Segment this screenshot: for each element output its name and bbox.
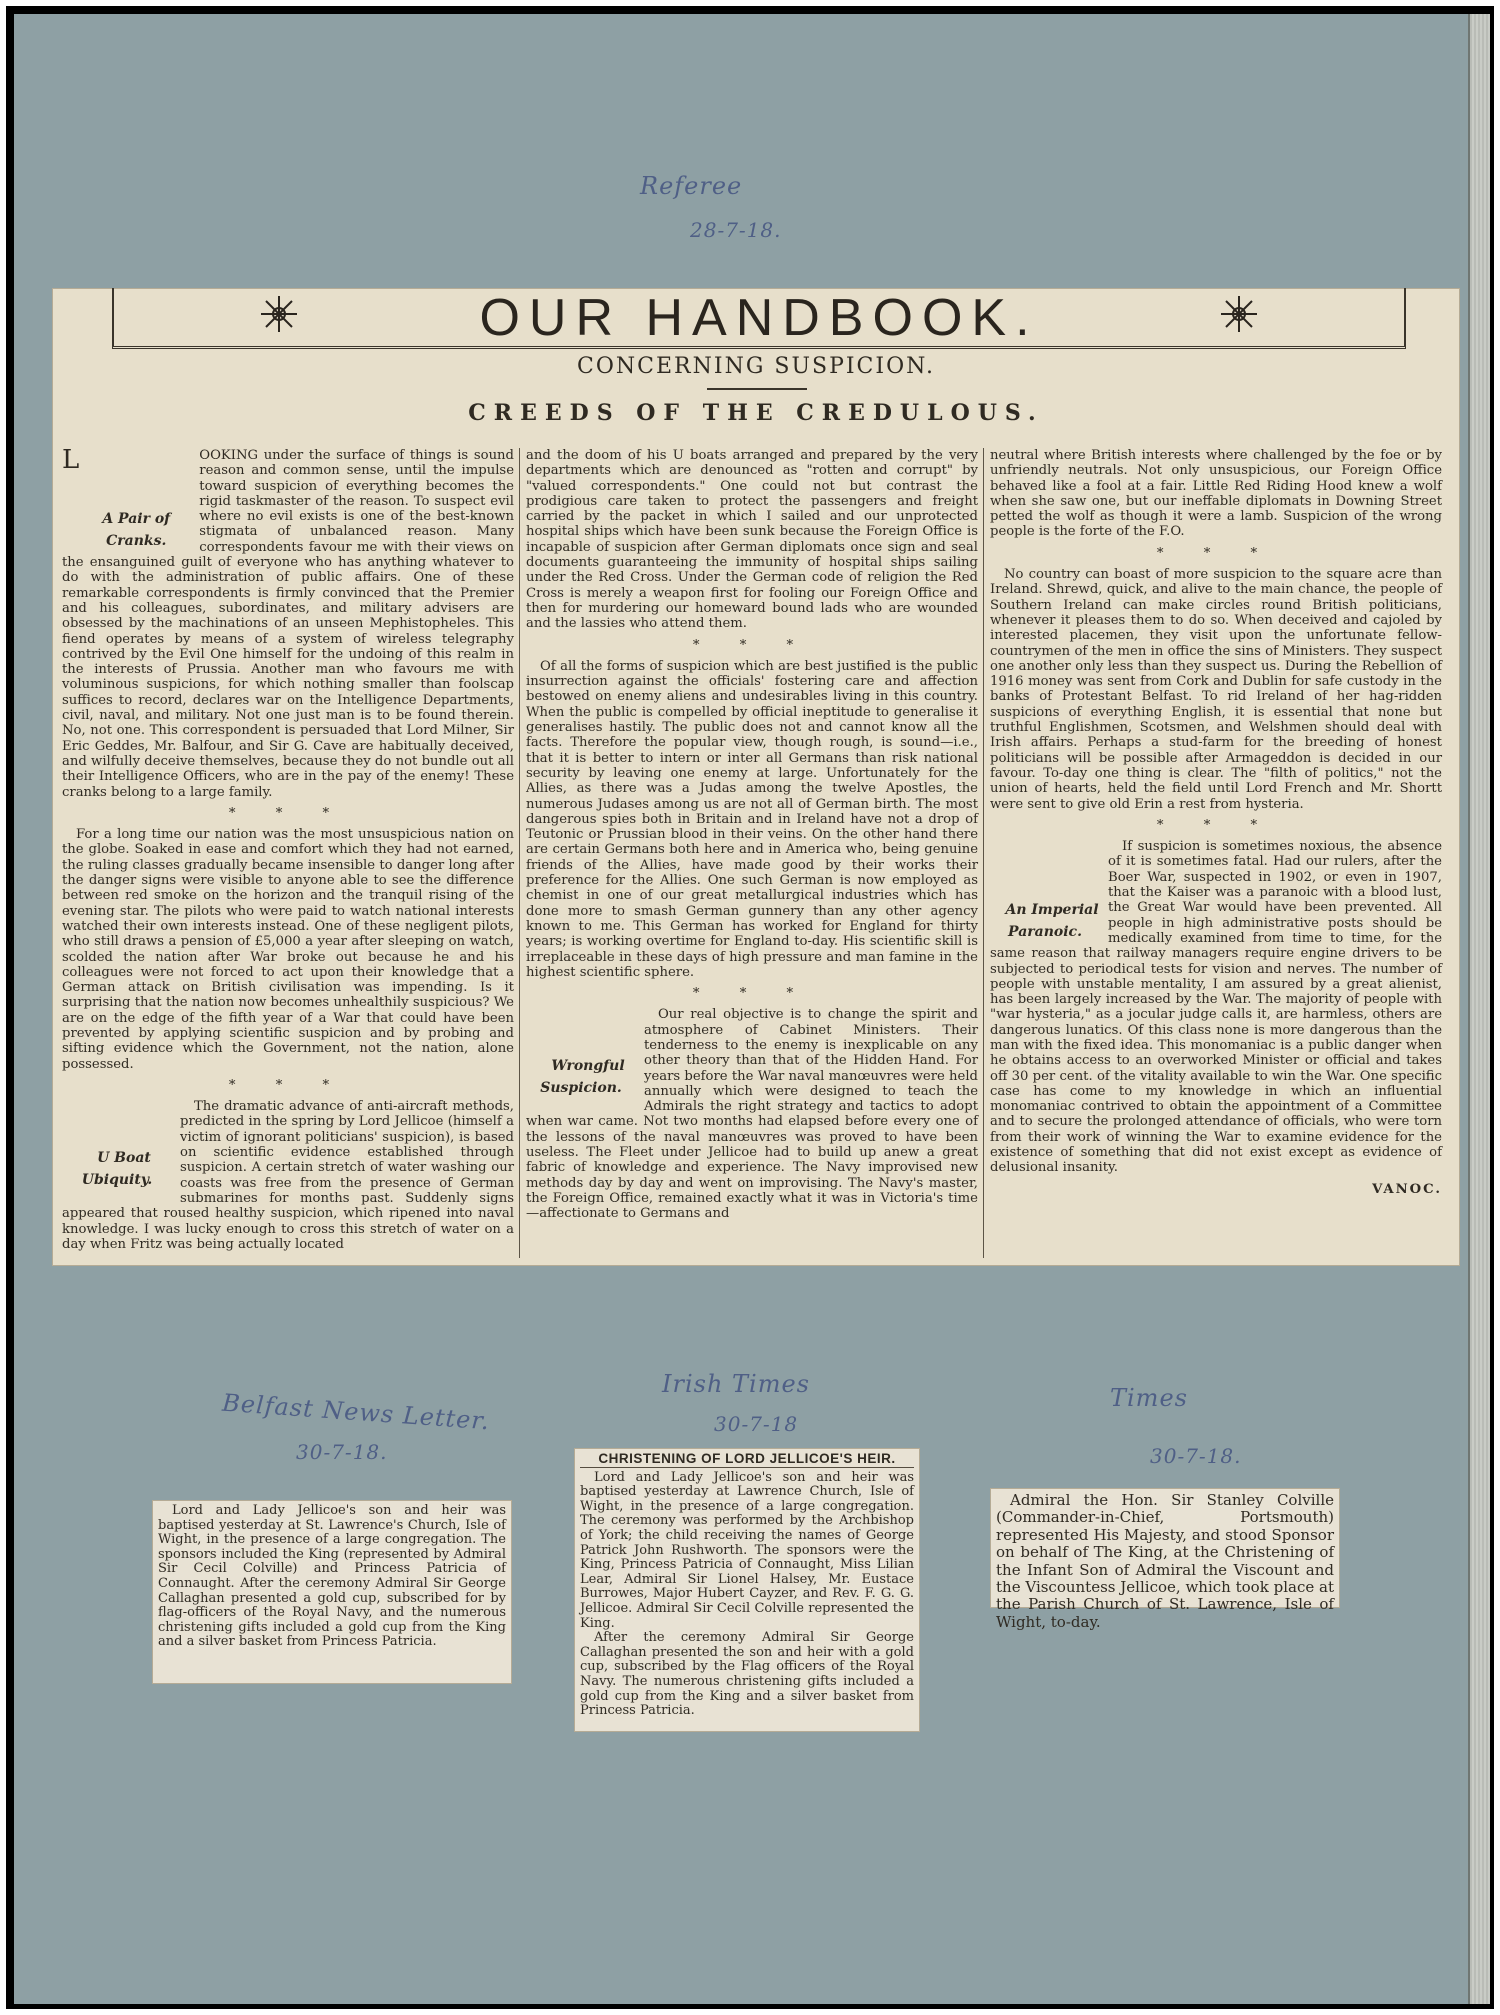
clipping-heading: CHRISTENING OF LORD JELLICOE'S HEIR. <box>580 1452 914 1468</box>
binding-spine <box>1468 14 1490 2004</box>
article-headline: CREEDS OF THE CREDULOUS. <box>468 400 1044 426</box>
ornament-icon <box>1219 294 1259 334</box>
drop-cap: L <box>62 445 80 475</box>
paragraph-text: Our real objective is to change the spirit and atmosphere of Cabinet Ministers. Their tenderness to the enemy is inexplicable on any other theory than that of the Hidden Hand. For years before the War naval manœuvres were held annually which were designed to teach the Admirals the right strategy and tactics to adopt when war came. Not two months had elapsed before every one of the lessons of the naval manœuvres was proved to have been useless. The Fleet under Jellicoe had to build up anew a great fabric of knowledge and experience. The Navy improvised new methods day by day and went on improvising. The Navy's master, the Foreign Office, remained exactly what it was in Victoria's time—affectionate to Germans and <box>526 1007 978 1222</box>
section-stars: * * * <box>228 805 348 821</box>
paragraph-text: The dramatic advance of anti-aircraft methods, predicted in the spring by Lord Jellicoe (himself a victim of ignorant politicians' suspicion), is based on scientific evidence established through suspicion. A certain stretch of water washing our coasts was free from the presence of German submarines for months past. Suddenly signs appeared that roused healthy suspicion, which ripened into naval knowledge. I was lucky enough to cross this stretch of water on a day when Fritz was being actually located <box>62 1099 514 1252</box>
clipping-irish-times <box>574 1448 920 1732</box>
handwritten-source-left: Belfast News Letter. <box>221 1388 491 1436</box>
handwritten-date-right: 30-7-18. <box>1150 1444 1242 1468</box>
handwritten-source-mid: Irish Times <box>662 1370 810 1398</box>
paragraph: Of all the forms of suspicion which are best justified is the public insurrection against the officials' fostering care and affection bestowed on enemy aliens and undesirables living in this country. When the public is compelled by official ineptitude to generalise it generalises hastily. The public does not and cannot know all the facts. Therefore the popular view, though rough, is sound—i.e., that it is better to intern or inter all Germans than risk national security by leaving one enemy at large. Unfortunately for the Allies, as there was a Judas among the twelve Apostles, the numerous Judases among us are not all of German birth. The most dangerous spies both in Britain and in Ireland have not a drop of Teutonic or Prussian blood in their veins. On the other hand there are certain Germans both here and in America who, being genuine friends of the Allies, have made good by their works their preference for the Allies. One such German is now employed as chemist in one of our great metallurgical industries which has done more to smash German gunnery than any other agency known to me. This German has worked for England for thirty years; is working overtime for England to-day. His scientific skill is irreplaceable in these days of high pressure and man famine in the highest scientific sphere. <box>526 658 978 980</box>
handwritten-date-mid: 30-7-18 <box>714 1412 799 1436</box>
handwritten-source-top: Referee <box>640 172 743 200</box>
section-stars: * * * <box>692 986 812 1002</box>
title-rule <box>707 388 807 390</box>
section-stars: * * * <box>692 637 812 653</box>
paragraph <box>62 1099 514 1252</box>
paragraph: For a long time our nation was the most unsuspicious nation on the globe. Soaked in ease and comfort which they had not earned, the ruling classes gradually became insensible to danger long after the danger signs were visible to anyone able to see the difference between red smoke on the horizon and the tranquil rising of the evening star. The pilots who were paid to watch national interests watched their own interests instead. One of these negligent pilots, who still draws a pension of £5,000 a year after sleeping on watch, scolded the nation after War broke out because he and his colleagues were not forced to act upon their knowledge that a German attack on British civilisation was impending. Is it surprising that the nation now becomes unhealthily suspicious? We are on the edge of the fifth year of a War that could have been prevented by applying scientific suspicion and by probing and sifting evidence which the Government, not the nation, alone possessed. <box>62 827 514 1072</box>
paragraph: neutral where British interests where challenged by the foe or by unfriendly neutrals. Not only unsuspicious, our Foreign Office behaved like a fool at a fair. Little Red Riding Hood knew a wolf when she saw one, but our ineffable diplomats in Downing Street petted the wolf as though it were a lamb. Suspicion of the wrong people is the forte of the F.O. <box>990 448 1442 540</box>
article-column-1 <box>62 445 514 1263</box>
sidehead: A Pair of Cranks. <box>102 511 171 549</box>
section-stars: * * * <box>1156 545 1276 561</box>
paragraph-text: OOKING under the surface of things is sound reason and common sense, until the impulse toward suspicion of everything becomes the rigid taskmaster of the reason. To suspect evil where no evil exists is one of the best-known stigmata of unbalanced reason. Many correspondents favour me with their views on the ensanguined guilt of everyone who has anything whatever to do with the administration of public affairs. One of these remarkable correspondents is firmly convinced that the Premier and his colleagues, subordinates, and military advisers are obsessed by the machinations of an unseen Mephistopheles. This fiend operates by means of a system of wireless telegraphy contrived by the Evil One himself for the undoing of this realm in the interests of Prussia. Another man who favours me with voluminous suspicions, for which nothing smaller than foolscap suffices to record, declares war on the Intelligence Departments, civil, naval, and military. Not one just man is to be found therein. No, not one. This correspondent is persuaded that Lord Milner, Sir Eric Geddes, Mr. Balfour, and Sir G. Cave are habitually deceived, and wilfully deceive themselves, because they do not bundle out all their Intelligence Officers, who are in the pay of the enemy! These cranks belong to a large family. <box>62 448 514 800</box>
handwritten-date-left: 30-7-18. <box>296 1440 388 1464</box>
clipping-text: Admiral the Hon. Sir Stanley Colville (Commander-in-Chief, Portsmouth) represented His Majesty, and stood Sponsor on behalf of The King, at the Christening of the Infant Son of Admiral the Viscount and the Viscountess Jellicoe, which took place at the Parish Church of St. Lawrence, Isle of Wight, to-day. <box>996 1491 1334 1631</box>
clipping-belfast-news-letter <box>152 1500 512 1684</box>
article-column-2 <box>526 448 978 1263</box>
handwritten-source-right: Times <box>1110 1384 1188 1412</box>
column-divider <box>519 448 520 1258</box>
paragraph <box>990 839 1442 1176</box>
handwritten-date-top: 28-7-18. <box>690 218 782 242</box>
clipping-text: Lord and Lady Jellicoe's son and heir was baptised yesterday at Lawrence Church, Isle of Wight, in the presence of a large congregation. The ceremony was performed by the Archbishop of York; the child receiving the names of George Patrick John Rushworth. The sponsors were the King, Princess Patricia of Connaught, Miss Lilian Lear, Admiral Sir Lionel Halsey, Mr. Eustace Burrowes, Major Hubert Cayzer, and Rev. F. G. G. Jellicoe. Admiral Sir Cecil Colville represented the King. <box>580 1469 914 1631</box>
paragraph: No country can boast of more suspicion to the square acre than Ireland. Shrewd, quick, and alive to the main chance, the people of Southern Ireland can make circles round British politicians, whenever it pleases them to do so. When deceived and cajoled by interested placemen, they visit upon the unfortunate fellow-countrymen of the men in office the sins of Ministers. They suspect one another only less than they suspect us. During the Rebellion of 1916 money was sent from Cork and Dublin for safe custody in the banks of Protestant Belfast. To rid Ireland of her hag-ridden suspicions of everything English, it is essential that none but truthful Englishmen, Scotsmen, and Welshmen should deal with Irish affairs. Perhaps a stud-farm for the breeding of honest politicians will be possible after Armageddon is decided in our favour. To-day one thing is clear. The "filth of politics," not the union of hearts, held the field until Lord French and Mr. Shortt were sent to give old Erin a rest from hysteria. <box>990 567 1442 812</box>
masthead <box>112 288 1406 349</box>
masthead-title: OUR HANDBOOK. <box>479 289 1039 347</box>
sidehead: U Boat Ubiquity. <box>81 1150 153 1189</box>
column-divider <box>983 448 984 1258</box>
clipping-text: After the ceremony Admiral Sir George Callaghan presented the son and heir with a gold cup, subscribed by the Flag officers of the Royal Navy. The numerous christening gifts included a gold cup from the King and a silver basket from Princess Patricia. <box>580 1630 914 1719</box>
paragraph-text: If suspicion is sometimes noxious, the absence of it is sometimes fatal. Had our rulers, after the Boer War, suspected in 1902, or even in 1907, that the Kaiser was a paranoic with a blood lust, the Great War would have been prevented. All people in high administrative posts should be medically examined from time to time, for the same reason that railway managers require engine drivers to be subjected to periodical tests for vision and nerves. The number of people with unstable mentality, I am assured by a great alienist, has been largely increased by the War. The majority of people with "war hysteria," as a jocular judge calls it, are harmless, others are dangerous lunatics. Of this class none is more dangerous than the man with the fixed idea. This monomaniac is a public danger when he obtains access to an overworked Minister or official and takes off 30 per cent. of the vitality available to win the War. One specific case has come to my knowledge in which an influential monomaniac contrived to obtain the appointment of a Committee and to secure the prolonged attendance of officials, who were torn from their work of winning the War to examine evidence for the existence of something that did not exist except as evidence of delusional insanity. <box>990 839 1442 1176</box>
sidehead: Wrongful Suspicion. <box>540 1058 625 1097</box>
article-column-3 <box>990 448 1442 1263</box>
paragraph <box>526 1007 978 1221</box>
author-signoff: VANOC. <box>1372 1181 1442 1197</box>
clipping-times <box>990 1488 1340 1631</box>
article-subtitle: CONCERNING SUSPICION. <box>577 354 935 379</box>
paragraph <box>62 445 514 800</box>
sidehead: An Imperial Paranoic. <box>1005 902 1099 941</box>
section-stars: * * * <box>228 1077 348 1093</box>
paragraph: and the doom of his U boats arranged and prepared by the very departments which are denounced as "rotten and corrupt" by "valued correspondents." One could not but contrast the prodigious care taken to protect the passengers and freight carried by the packet in which I sailed and our unprotected hospital ships which have been sunk because the Foreign Office is incapable of suspicion after German diplomats once sign and seal documents guaranteeing the immunity of hospital ships sailing under the Red Cross. Under the German code of religion the Red Cross is merely a weapon first for fooling our Foreign Office and then for murdering our homeward bound lads who are wounded and the lassies who attend them. <box>526 448 978 632</box>
clipping-text: Lord and Lady Jellicoe's son and heir was baptised yesterday at St. Lawrence's Church, Isle of Wight, in the presence of a large congregation. The sponsors included the King (represented by Admiral Sir Cecil Colville) and Princess Patricia of Connaught. After the ceremony Admiral Sir George Callaghan presented a gold cup, subscribed for by flag-officers of the Royal Navy, and the numerous christening gifts included a gold cup from the King and a silver basket from Princess Patricia. <box>158 1503 506 1650</box>
main-clipping <box>52 288 1460 1266</box>
section-stars: * * * <box>1156 817 1276 833</box>
